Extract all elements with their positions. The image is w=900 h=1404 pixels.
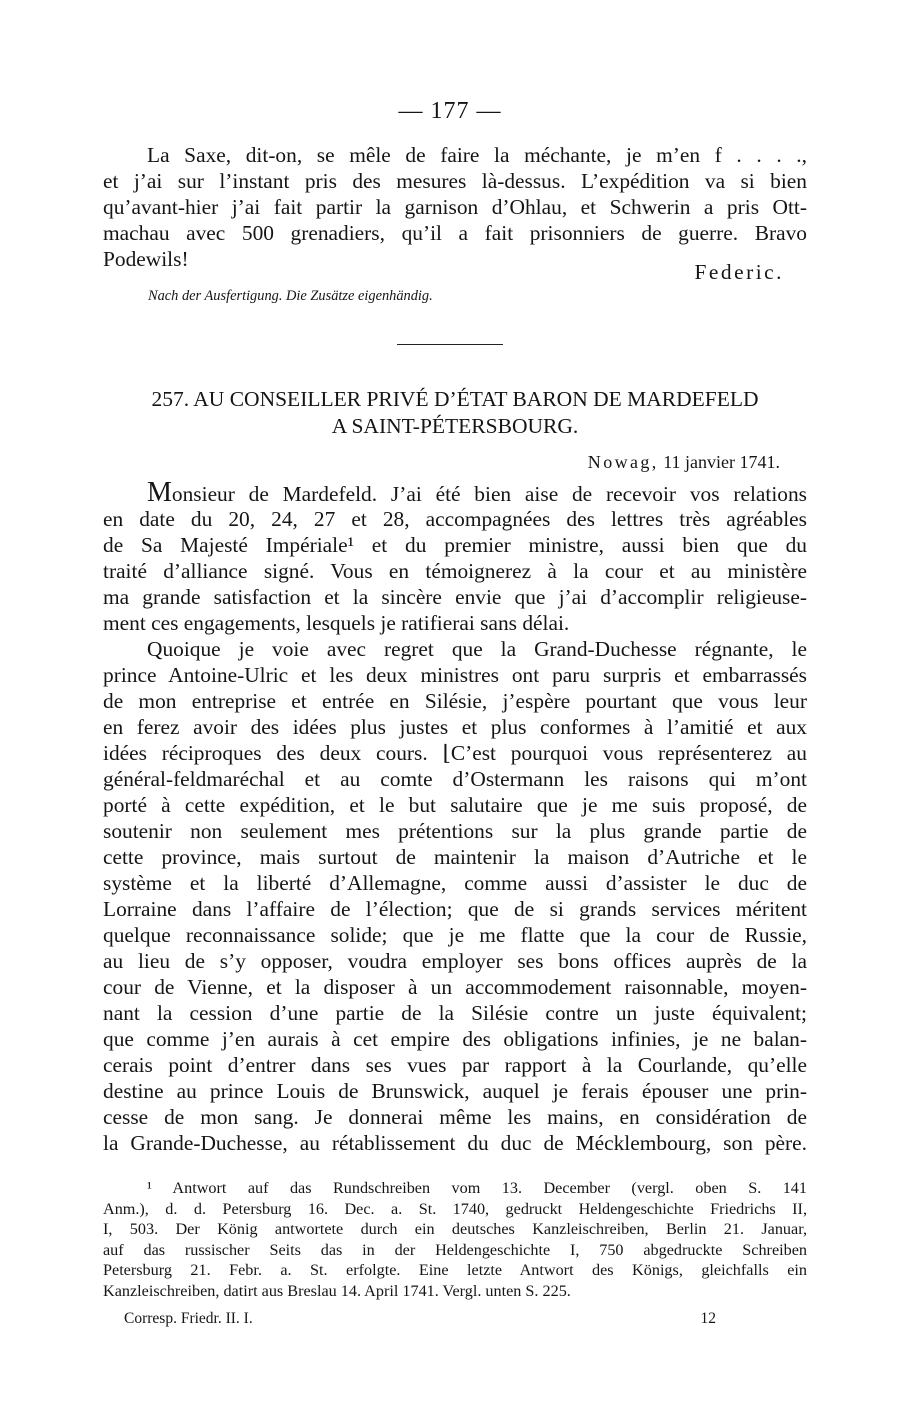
heading-line-2: A SAINT-PÉTERSBOURG.	[331, 414, 579, 438]
footnote-line: auf das russischer Seits das in der Heldengeschichte I, 750 abgedruckte Schreiben	[103, 1240, 807, 1259]
text-line: nant la cession d’une partie de la Silésie contre un juste équivalent;	[103, 1001, 807, 1025]
text-line: prince Antoine-Ulric et les deux ministres ont paru surpris et embarrassés	[103, 663, 807, 687]
text-line: général-feldmaréchal et au comte d’Ostermann les raisons qui m’ont	[103, 767, 807, 791]
initial-letter: M	[147, 477, 172, 508]
text-line: destine au prince Louis de Brunswick, auquel je ferais épouser une prin-	[103, 1079, 807, 1103]
text-line: qu’avant-hier j’ai fait partir la garnison d’Ohlau, et Schwerin a pris Ott-	[103, 195, 807, 219]
text-line: porté à cette expédition, et le but salutaire que je me suis proposé, de	[103, 793, 807, 817]
footnote-line: Anm.), d. d. Petersburg 16. Dec. a. St. 1740, gedruckt Heldengeschichte Friedrichs II,	[103, 1199, 807, 1218]
text-line: cour de Vienne, et la disposer à un accommodement raisonnable, moyen-	[103, 975, 807, 999]
text-line: que comme j’en aurais à cet empire des obligations infinies, je ne balan-	[103, 1027, 807, 1051]
text-line: soutenir non seulement mes prétentions sur la plus grande partie de	[103, 819, 807, 843]
text-line: Quoique je voie avec regret que la Grand-Duchesse régnante, le	[147, 637, 807, 661]
text-line: la Grande-Duchesse, au rétablissement du duc de Mécklembourg, son père.	[103, 1131, 807, 1155]
text-line: cette province, mais surtout de maintenir la maison d’Autriche et le	[103, 845, 807, 869]
footnote-line: ¹ Antwort auf das Rundschreiben vom 13. December (vergl. oben S. 141	[147, 1179, 807, 1197]
dateline-date: 11 janvier 1741.	[663, 452, 780, 472]
footer-sheet-number: 12	[700, 1310, 716, 1327]
text-line	[103, 477, 807, 508]
letter-heading	[100, 386, 810, 440]
text-line-rest: onsieur de Mardefeld. J’ai été bien aise de recevoir vos relations	[171, 482, 807, 506]
text-line: cesse de mon sang. Je donnerai même les mains, en considération de	[103, 1105, 807, 1129]
source-note: Nach der Ausfertigung. Die Zusätze eigenhändig.	[148, 288, 433, 304]
footnote-line: Kanzleischreiben, datirt aus Breslau 14. April 1741. Vergl. unten S. 225.	[103, 1281, 571, 1300]
heading-line-1: 257. AU CONSEILLER PRIVÉ D’ÉTAT BARON DE MARDEFELD	[151, 387, 759, 411]
text-line: au lieu de s’y opposer, voudra employer ses bons offices auprès de la	[103, 949, 807, 973]
text-line: de mon entreprise et entrée en Silésie, j’espère pourtant que vous leur	[103, 689, 807, 713]
text-line: ment ces engagements, lesquels je ratifierai sans délai.	[103, 611, 570, 635]
text-line: traité d’alliance signé. Vous en témoignerez à la cour et au ministère	[103, 559, 807, 583]
text-line: système et la liberté d’Allemagne, comme aussi d’assister le duc de	[103, 871, 807, 895]
footnote-line: Petersburg 21. Febr. a. St. erfolgte. Eine letzte Antwort des Königs, gleichfalls ein	[103, 1261, 807, 1280]
text-line: et j’ai sur l’instant pris des mesures là-dessus. L’expédition va si bien	[103, 169, 807, 193]
top-paragraph	[103, 142, 807, 272]
text-line: Lorraine dans l’affaire de l’élection; que de si grands services méritent	[103, 897, 807, 921]
text-line: quelque reconnaissance solide; que je me flatte que la cour de Russie,	[103, 923, 807, 947]
text-line: de Sa Majesté Impériale¹ et du premier ministre, aussi bien que du	[103, 533, 807, 557]
signature: Federic.	[694, 260, 784, 284]
text-line: en date du 20, 24, 27 et 28, accompagnées des lettres très agréables	[103, 507, 807, 531]
footer-signature-mark: Corresp. Friedr. II. I.	[124, 1310, 253, 1327]
footnote-line: I, 503. Der König antwortete durch ein deutsches Kanzleischreiben, Berlin 21. Januar,	[103, 1220, 807, 1239]
dateline	[588, 452, 780, 473]
text-line: machau avec 500 grenadiers, qu’il a fait prisonniers de guerre. Bravo	[103, 221, 807, 245]
page-number: — 177 —	[398, 98, 502, 124]
letter-body	[103, 477, 807, 1156]
text-line: cerais point d’entrer dans ses vues par rapport à la Courlande, qu’elle	[103, 1053, 807, 1077]
text-line: ma grande satisfaction et la sincère envie que j’ai d’accomplir religieuse-	[103, 585, 807, 609]
text-line: en ferez avoir des idées plus justes et plus conformes à l’amitié et aux	[103, 715, 807, 739]
dateline-place: Nowag,	[587, 452, 659, 472]
section-divider	[397, 344, 503, 345]
text-line: Podewils!	[103, 247, 189, 271]
footnotes	[103, 1178, 807, 1302]
text-line: idées réciproques des deux cours. ⌊C’est pourquoi vous représenterez au	[103, 741, 807, 765]
text-line: La Saxe, dit-on, se mêle de faire la méchante, je m’en f . . . .,	[147, 143, 807, 167]
